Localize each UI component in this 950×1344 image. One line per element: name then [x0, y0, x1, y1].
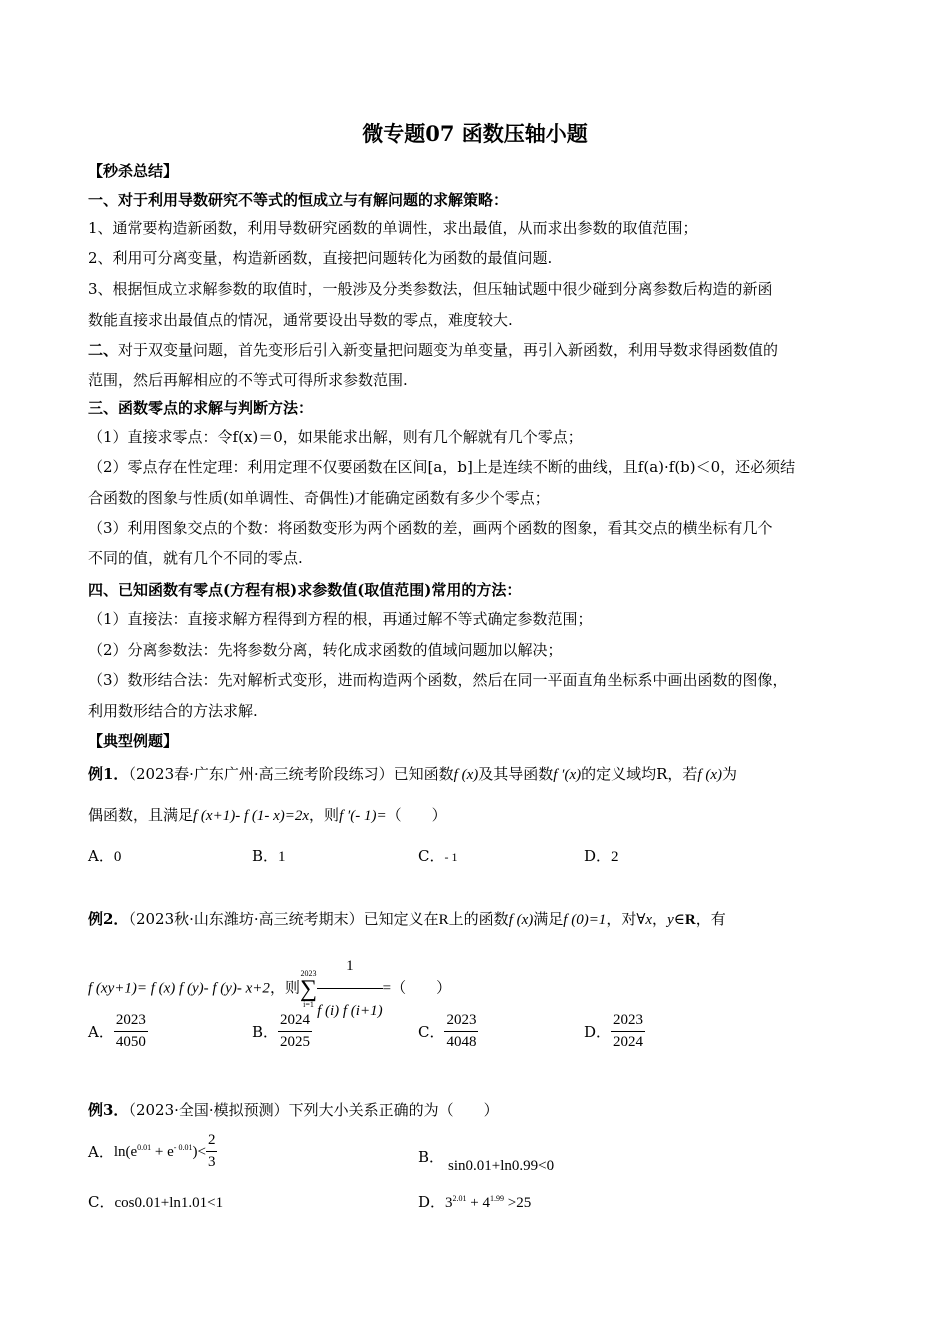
example-2-x: x [645, 912, 653, 928]
example-3-text: （2023·全国·模拟预测）下列大小关系正确的为（ ） [128, 1101, 499, 1119]
sum-fraction [317, 946, 383, 1031]
example-1-option-a[interactable] [88, 845, 121, 866]
example-1-fx2: f (x) [697, 767, 722, 783]
fraction-numerator: 2023 [114, 1012, 148, 1032]
example-2-paren: （ ） [391, 978, 452, 997]
example-1-fpx: f ′(x) [553, 767, 582, 783]
sigma-icon: ∑ [299, 975, 318, 1002]
option-key: A． [88, 1023, 114, 1041]
example-3-option-a[interactable] [88, 1132, 217, 1171]
option-expression: cos0.01+ln1.01<1 [114, 1195, 224, 1211]
example-2-R2: R [684, 912, 696, 928]
option-expression [114, 1144, 206, 1160]
fraction-denominator: 4050 [115, 1034, 146, 1050]
section-3-item-1: （1）直接求零点：令f(x)＝0，如果能求出解，则有几个解就有几个零点； [88, 428, 583, 446]
option-fraction [444, 1012, 478, 1051]
examples-header: 【典型例题】 [88, 732, 179, 750]
section-1-item-1: 1、通常要构造新函数，利用导数研究函数的单调性，求出最值，从而求出参数的取值范围； [88, 219, 698, 237]
option-key: B． [252, 847, 279, 865]
example-2-equals: = [382, 980, 392, 997]
example-1-paren: （ ） [386, 806, 447, 824]
exponent: 0.01 [137, 1142, 152, 1152]
fraction-denominator: 2024 [613, 1034, 644, 1050]
expr-part: + 4 [466, 1195, 490, 1211]
example-2-text-a: （2023秋·山东潍坊·高三统考期末）已知定义在 [128, 910, 439, 928]
option-key: C． [418, 847, 445, 865]
example-1-condition: f (x+1)- f (1- x)=2x [193, 808, 310, 824]
option-key: D． [584, 1023, 612, 1041]
expr-part: )< [192, 1143, 206, 1160]
option-fraction [611, 1012, 645, 1051]
expr-part: >25 [504, 1195, 532, 1211]
example-1-text-b: 及其导函数 [478, 765, 554, 783]
section-3-item-3a: （3）利用图象交点的个数：将函数变形为两个函数的差，画两个函数的图象，看其交点的横坐标有几个 [88, 519, 773, 537]
example-2-text-g: ，有 [695, 910, 726, 928]
fraction-denominator: 3 [207, 1154, 216, 1170]
option-expression: sin0.01+ln0.99<0 [448, 1158, 555, 1174]
example-2-f0: f (0)=1 [563, 912, 607, 928]
example-2-text-f: ∈ [673, 910, 685, 928]
option-value: - 1 [444, 850, 458, 864]
option-key: B． [418, 1148, 445, 1166]
example-1-option-b[interactable] [252, 845, 286, 866]
section-2-text-a: 对于双变量问题，首先变形后引入新变量把问题变为单变量，再引入新函数，利用导数求得函数值的 [118, 341, 779, 359]
section-2-line-a [88, 340, 778, 360]
example-1-ask: f ′(- 1)= [339, 808, 387, 824]
expr-part: + e [151, 1143, 174, 1160]
option-fraction [114, 1012, 148, 1051]
section-1-item-3b: 数能直接求出最值点的情况，通常要设出导数的零点，难度较大. [88, 311, 513, 329]
option-key: A． [88, 1143, 114, 1161]
example-1-option-d[interactable] [584, 845, 619, 866]
example-2-option-b[interactable] [252, 1012, 312, 1051]
section-3-item-3b: 不同的值，就有几个不同的零点. [88, 549, 303, 567]
example-3-label: 例3． [88, 1101, 129, 1119]
option-key: D． [584, 847, 612, 865]
example-1-line2-b: ，则 [309, 806, 340, 824]
section-4-item-1: （1）直接法：直接求解方程得到方程的根，再通过解不等式确定参数范围； [88, 610, 593, 628]
option-value: 2 [611, 849, 619, 865]
example-2-option-d[interactable] [584, 1012, 645, 1051]
option-fraction [278, 1012, 312, 1051]
example-1-text-c: 的定义域均R，若 [581, 765, 698, 783]
expr-part: 3 [445, 1195, 453, 1211]
section-1-item-3a: 3、根据恒成立求解参数的取值时，一般涉及分类参数法，但压轴试题中很少碰到分离参数后构造的新函 [88, 280, 773, 298]
example-1-line2-a: 偶函数，且满足 [88, 806, 194, 824]
section-4-item-2: （2）分离参数法：先将参数分离，转化成求函数的值域问题加以解决； [88, 641, 563, 659]
section-3-item-2a: （2）零点存在性定理：利用定理不仅要函数在区间[a，b]上是连续不断的曲线，且f(a)·f(b)＜0，还必须结 [88, 458, 796, 476]
example-2-label: 例2． [88, 910, 129, 928]
example-2-text-e: ， [652, 910, 668, 928]
fraction-denominator: 4048 [446, 1034, 477, 1050]
section-2-title: 二、 [88, 341, 119, 359]
example-3-option-b[interactable] [418, 1146, 555, 1174]
example-2-equation: f (xy+1)= f (x) f (y)- f (y)- x+2 [88, 980, 270, 997]
example-1-line-1 [88, 764, 737, 785]
section-4-item-3b: 利用数形结合的方法求解. [88, 702, 258, 720]
sum-upper: 2023 [300, 968, 317, 978]
example-1-fx: f (x) [453, 767, 479, 783]
exponent: 1.99 [490, 1194, 504, 1203]
page-title: 微专题07 函数压轴小题 [362, 121, 588, 146]
example-2-text-b: 上的函数 [448, 910, 509, 928]
sum-symbol [300, 969, 317, 1009]
example-2-option-a[interactable] [88, 1012, 148, 1051]
fraction-denominator: f (i) f (i+1) [317, 1003, 383, 1019]
example-2-option-c[interactable] [418, 1012, 478, 1051]
example-3-line-1 [88, 1100, 499, 1120]
example-1-label: 例1． [88, 765, 129, 783]
section-4-item-3a: （3）数形结合法：先对解析式变形，进而构造两个函数，然后在同一平面直角坐标系中画出函数的图像， [88, 671, 788, 689]
option-fraction [206, 1132, 218, 1171]
option-key: D． [418, 1193, 446, 1211]
option-key: B． [252, 1023, 279, 1041]
fraction-numerator: 1 [317, 946, 383, 989]
example-1-text-a: （2023春·广东广州·高三统考阶段练习）已知函数 [128, 765, 454, 783]
example-3-option-c[interactable] [88, 1191, 223, 1212]
option-key: C． [88, 1193, 115, 1211]
example-3-option-d[interactable] [418, 1191, 531, 1212]
fraction-numerator: 2023 [444, 1012, 478, 1032]
section-1-title: 一、对于利用导数研究不等式的恒成立与有解问题的求解策略： [88, 191, 509, 209]
section-3-title: 三、函数零点的求解与判断方法： [88, 399, 314, 417]
exponent: - 0.01 [173, 1142, 193, 1152]
option-value: 1 [278, 849, 286, 865]
fraction-numerator: 2024 [278, 1012, 312, 1032]
example-1-text-d: 为 [721, 765, 737, 783]
fraction-denominator: 2025 [280, 1034, 311, 1050]
example-2-y: y [667, 912, 674, 928]
option-value: 0 [113, 849, 122, 865]
option-key: A． [88, 847, 114, 865]
example-1-option-c[interactable] [418, 845, 457, 866]
example-2-R: R [438, 912, 449, 928]
fraction-numerator: 2023 [611, 1012, 645, 1032]
section-4-title: 四、已知函数有零点(方程有根)求参数值(取值范围)常用的方法： [88, 581, 522, 599]
example-2-text-d: ，对∀ [606, 910, 646, 928]
example-2-line-1 [88, 909, 726, 930]
example-2-then: ，则 [269, 978, 300, 997]
section-1-item-2: 2、利用可分离变量，构造新函数，直接把问题转化为函数的最值问题. [88, 249, 553, 267]
fraction-numerator: 2 [206, 1132, 218, 1152]
sum-lower: i=1 [303, 999, 314, 1009]
summary-header: 【秒杀总结】 [88, 162, 179, 180]
option-expression [445, 1195, 531, 1211]
example-2-fx: f (x) [508, 912, 534, 928]
section-3-item-2b: 合函数的图象与性质(如单调性、奇偶性)才能确定函数有多少个零点； [88, 489, 550, 507]
option-key: C． [418, 1023, 445, 1041]
example-2-text-c: 满足 [533, 910, 564, 928]
example-1-line-2 [88, 805, 447, 826]
expr-part: ln(e [113, 1143, 138, 1160]
section-2-line-b: 范围，然后再解相应的不等式可得所求参数范围. [88, 371, 408, 389]
exponent: 2.01 [452, 1194, 467, 1203]
